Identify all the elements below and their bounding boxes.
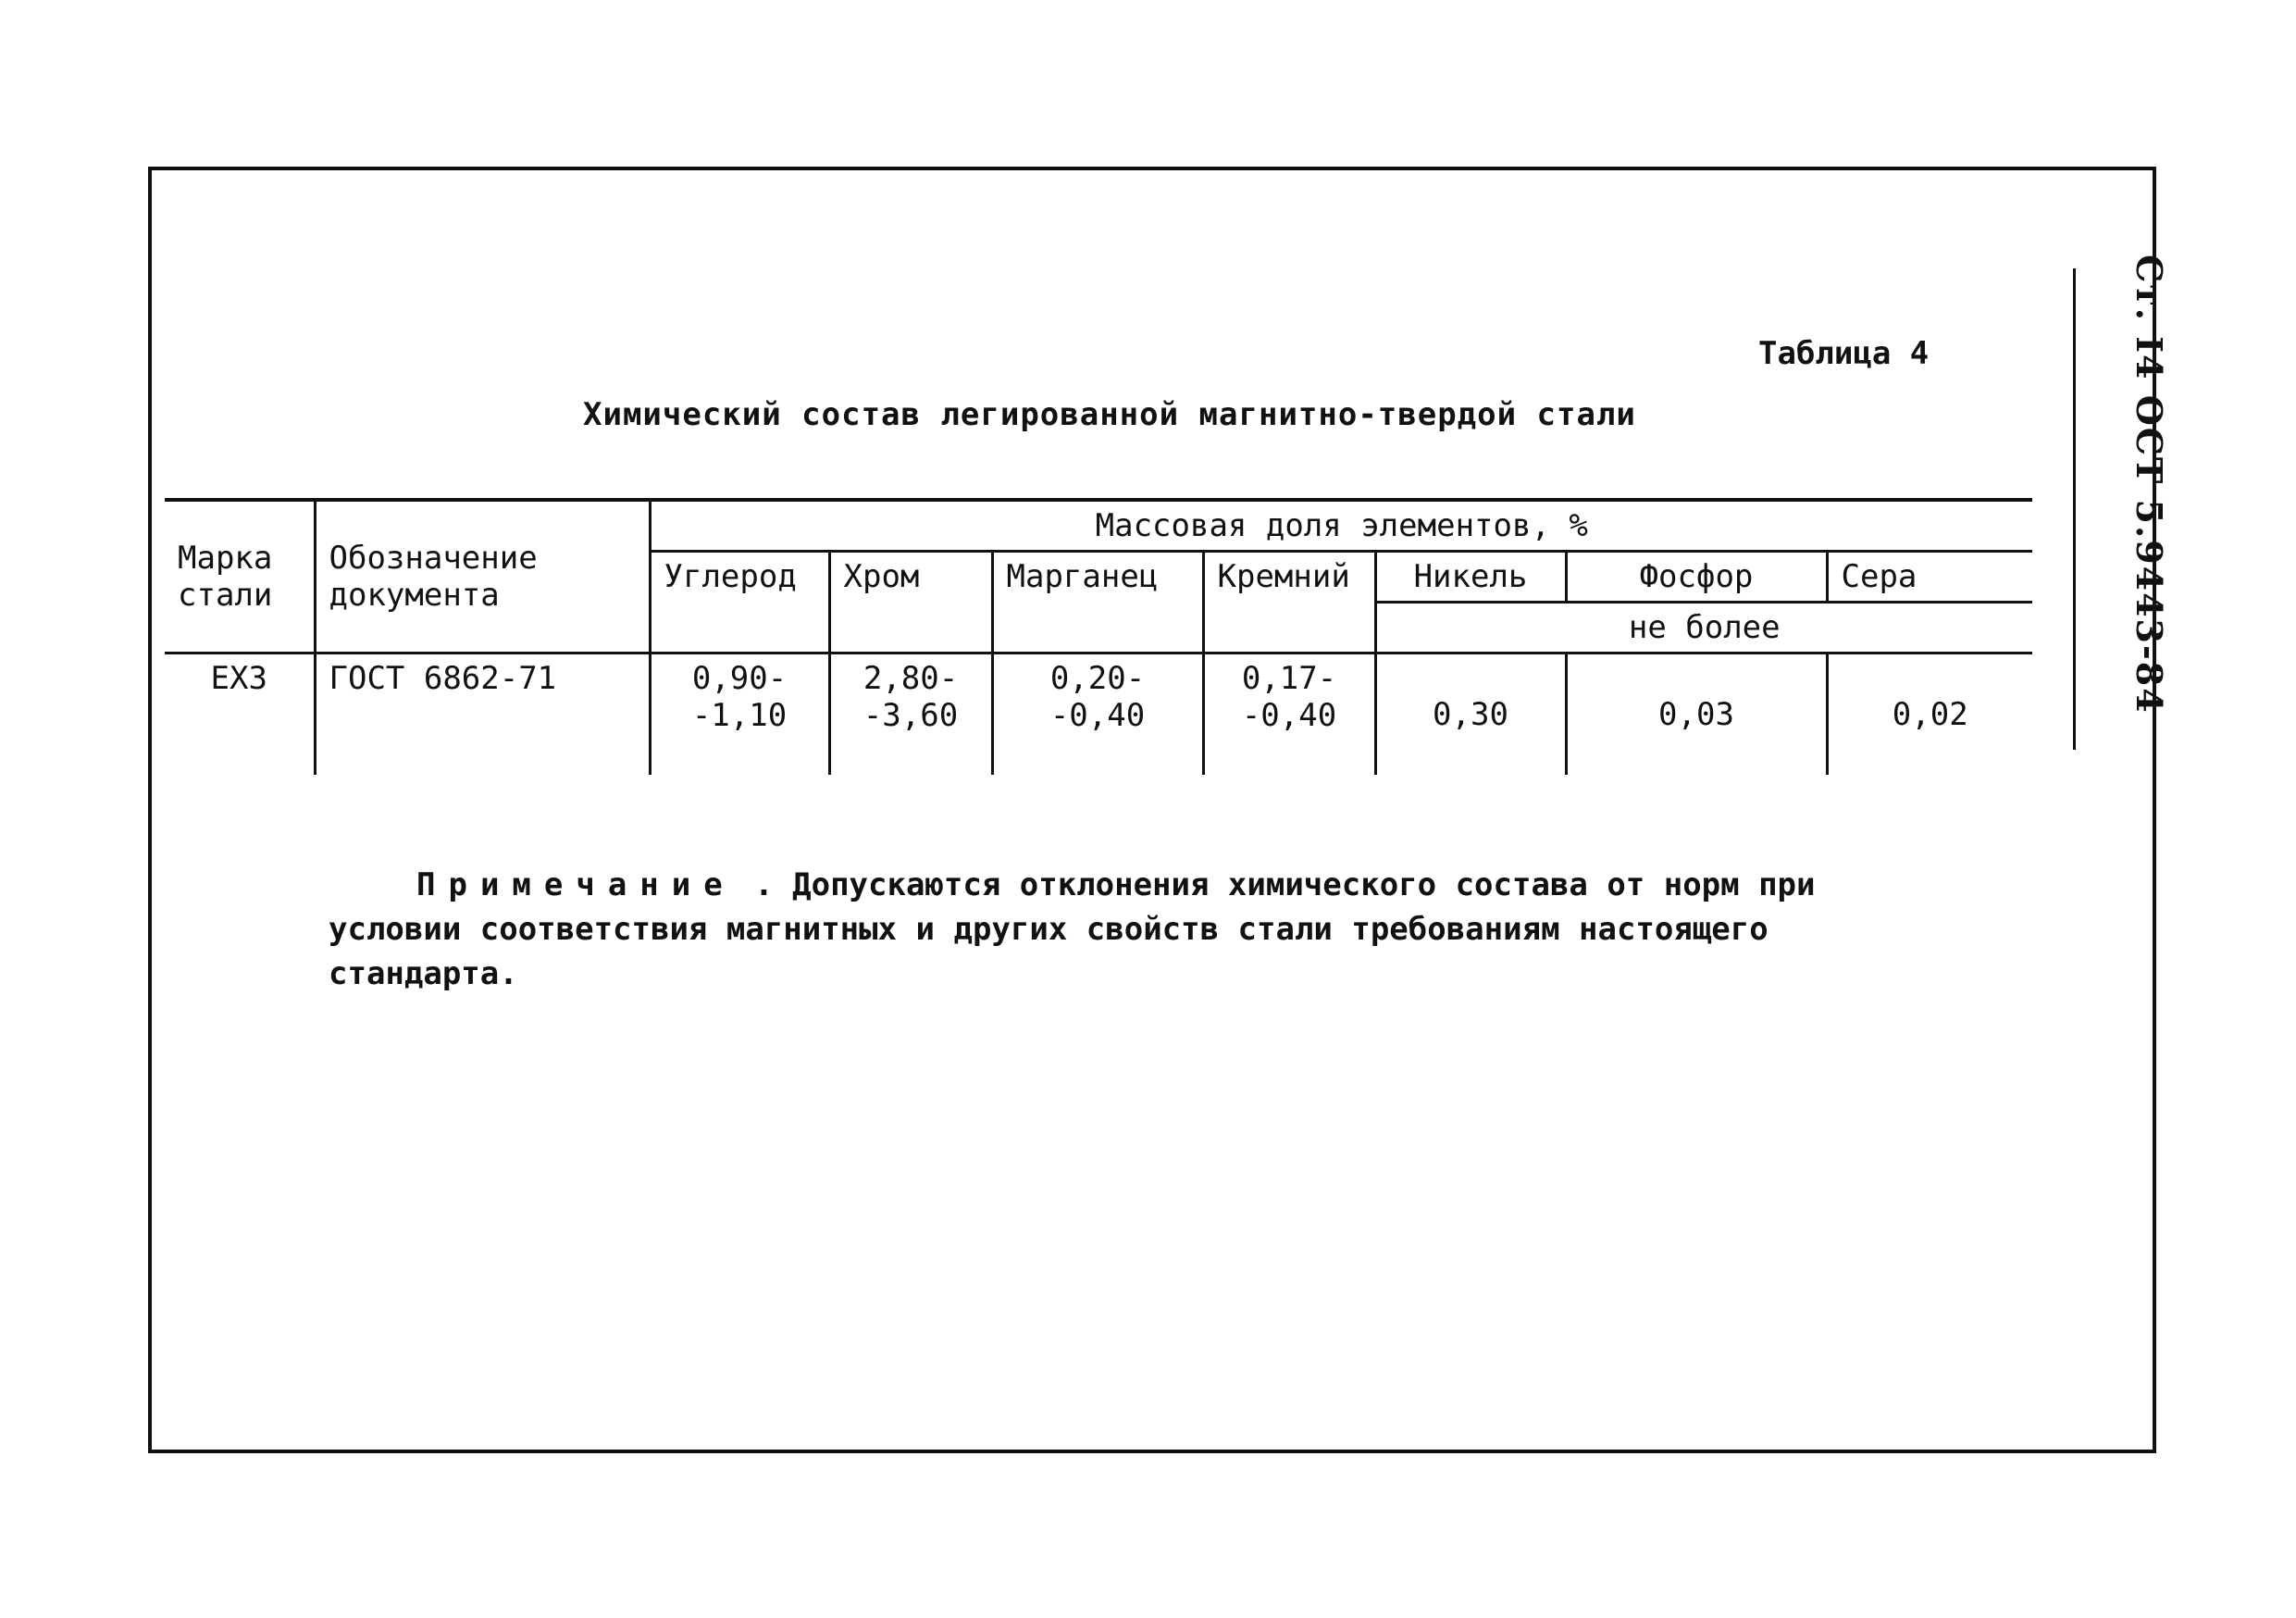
cell-manganese: 0,20- -0,40 [992, 653, 1203, 776]
cell-grade: ЕХ3 [165, 653, 315, 776]
header-grade: Марка стали [165, 500, 315, 653]
cell-silicon: 0,17- -0,40 [1203, 653, 1375, 776]
header-silicon: Кремний [1203, 552, 1375, 653]
margin-stamp: Ст. I4 ОСТ 5.9443-84 [2128, 255, 2170, 715]
note-text: . Допускаются отклонения химического состава от норм при условии соответствия магнитных и других свойств стали требованиям настоящего стандарта. [329, 866, 1816, 992]
table-row [165, 653, 2032, 776]
note-label: Примечание [416, 866, 736, 903]
header-mass-fraction: Массовая доля элементов, % [650, 500, 2032, 552]
cell-phosphorus: 0,03 [1566, 653, 1827, 776]
table-note [329, 863, 1957, 996]
table-title: Химический состав легированной магнитно-твердой стали [583, 396, 1636, 433]
header-phosphorus: Фосфор [1566, 552, 1827, 603]
header-nickel: Никель [1375, 552, 1566, 603]
composition-table [165, 498, 2032, 775]
header-not-more: не более [1375, 603, 2032, 653]
cell-nickel: 0,30 [1375, 653, 1566, 776]
cell-carbon: 0,90- -1,10 [650, 653, 829, 776]
cell-chromium: 2,80- -3,60 [829, 653, 992, 776]
header-manganese: Марганец [992, 552, 1203, 653]
header-document: Обозначение документа [315, 500, 650, 653]
header-sulfur: Сера [1827, 552, 2032, 603]
header-chromium: Хром [829, 552, 992, 653]
header-carbon: Углерод [650, 552, 829, 653]
table-caption: Таблица 4 [1758, 335, 1930, 372]
cell-document: ГОСТ 6862-71 [315, 653, 650, 776]
cell-sulfur: 0,02 [1827, 653, 2032, 776]
